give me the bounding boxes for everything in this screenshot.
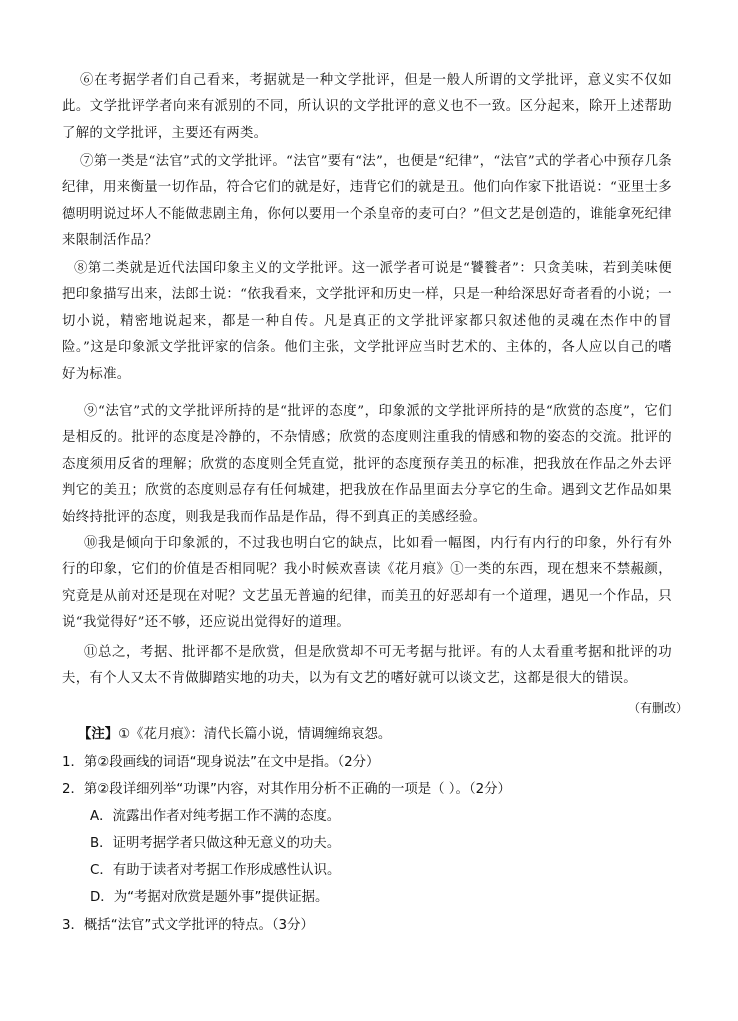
paragraph-10: ⑩我是倾向于印象派的，不过我也明白它的缺点，比如看一幅图，内行有内行的印象，外行有外行的印象，它们的价值是否相同呢？我小时候欢喜读《花月痕》①一类的东西，现在想来不禁赧颜，究竟是从前对还是现在对呢？文艺虽无普遍的纪律，而美丑的好恶却有一个道理，遇见一个作品，只说“我觉得好”还不够，还应说出觉得好的道理。 <box>62 536 672 631</box>
option-c: C．有助于读者对考据工作形成感性认识。 <box>90 863 341 878</box>
annotation-bracket: 【注】 <box>78 727 119 742</box>
source-note: （有删改） <box>627 701 688 715</box>
option-d: D．为“考据对欣赏是题外事”提供证据。 <box>90 890 329 905</box>
question-1: 1．第②段画线的词语“现身说法”在文中是指。（2分） <box>62 755 380 770</box>
question-3: 3．概括“法官”式文学批评的特点。（3分） <box>62 918 314 933</box>
paragraph-7: ⑦第一类是“法官”式的文学批评。“法官”要有“法”，也便是“纪律”，“法官”式的学者心中预存几条纪律，用来衡量一切作品，符合它们的就是好，违背它们的就是丑。他们向作家下批语说：“亚里士多德明明说过坏人不能做悲剧主角，你何以要用一个杀皇帝的麦可白？”但文艺是创造的，谁能拿死纪律来限制活作品？ <box>62 154 672 249</box>
annotation-text: ①《花月痕》：清代长篇小说，情调缠绵哀怨。 <box>118 727 392 742</box>
question-2: 2．第②段详细列举“功课”内容，对其作用分析不正确的一项是（ ）。（2分） <box>62 782 511 797</box>
option-b: B．证明考据学者只做这种无意义的功夫。 <box>90 836 341 851</box>
paragraph-8: ⑧第二类就是近代法国印象主义的文学批评。这一派学者可说是“饕餮者”：只贪美味，若到美味便把印象描写出来，法郎士说：“依我看来，文学批评和历史一样，只是一种给深思好奇者看的小说；一切小说，精密地说起来，都是一种自传。凡是真正的文学批评家都只叙述他的灵魂在杰作中的冒险。”这是印象派文学批评家的信条。他们主张，文学批评应当时艺术的、主体的，各人应以自己的嗜好为标准。 <box>62 261 672 382</box>
annotation <box>78 722 391 748</box>
paragraph-6: ⑥在考据学者们自己看来，考据就是一种文学批评，但是一般人所谓的文学批评，意义实不仅如此。文学批评学者向来有派别的不同，所认识的文学批评的意义也不一致。区分起来，除开上述帮助了解的文学批评，主要还有两类。 <box>62 73 672 141</box>
paragraph-11: ⑪总之，考据、批评都不是欣赏，但是欣赏却不可无考据与批评。有的人太看重考据和批评的功夫，有个人又太不肯做脚踏实地的功夫，以为有文艺的嗜好就可以谈文艺，这都是很大的错误。 <box>62 645 672 687</box>
paragraph-9: ⑨“法官”式的文学批评所持的是“批评的态度”，印象派的文学批评所持的是“欣赏的态度”，它们是相反的。批评的态度是冷静的，不杂情感；欣赏的态度则注重我的情感和物的姿态的交流。批评的态度须用反省的理解；欣赏的态度则全凭直觉，批评的态度预存美丑的标准，把我放在作品之外去评判它的美丑；欣赏的态度则忌存有任何城建，把我放在作品里面去分享它的生命。遇到文艺作品如果始终持批评的态度，则我是我而作品是作品，得不到真正的美感经验。 <box>62 404 672 525</box>
option-a: A．流露出作者对纯考据工作不满的态度。 <box>90 809 341 824</box>
